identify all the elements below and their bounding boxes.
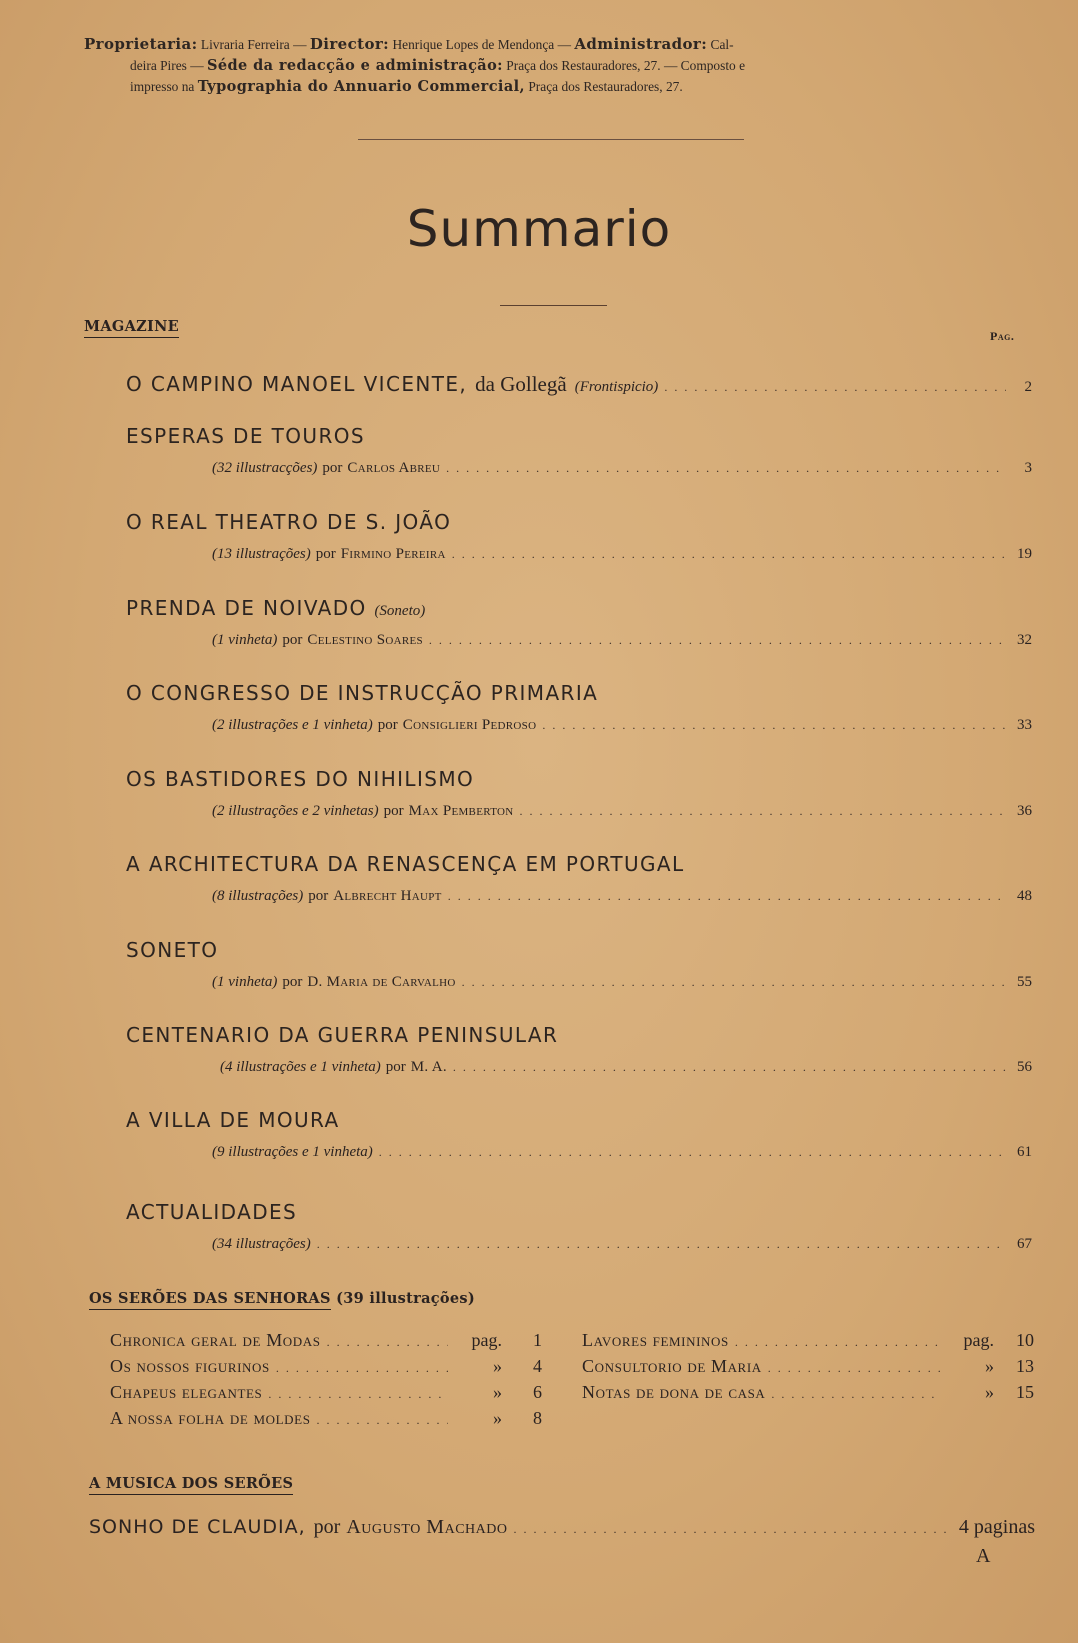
- entry-author: M. A.: [410, 1059, 447, 1075]
- list-item-num: 15: [1016, 1382, 1034, 1402]
- typographia-label: Typographia do Annuario Commercial,: [197, 78, 525, 95]
- entry-title: O CONGRESSO DE INSTRUCÇÃO PRIMARIA: [126, 681, 599, 705]
- dot-leader: [276, 1361, 448, 1376]
- musica-pages: 4 paginas: [958, 1516, 1035, 1538]
- entry-title: A ARCHITECTURA DA RENASCENÇA EM PORTUGAL: [126, 852, 685, 876]
- toc-entry: [126, 1106, 1032, 1161]
- seroes-heading-extra: (39 illustrações): [336, 1290, 476, 1307]
- list-item: [582, 1382, 1034, 1408]
- entry-desc: (9 illustrações e 1 vinheta): [212, 1144, 373, 1160]
- entry-title: O CAMPINO MANOEL VICENTE,: [126, 372, 468, 396]
- top-divider: [358, 139, 744, 140]
- entry-author: Max Pemberton: [408, 803, 514, 819]
- list-item-pg: »: [493, 1356, 502, 1376]
- toc-entry: [126, 1021, 1032, 1076]
- seroes-left-column: [110, 1330, 542, 1434]
- entry-page: 32: [1017, 632, 1032, 648]
- dot-leader: [268, 1387, 448, 1402]
- entry-desc: (34 illustrações): [212, 1236, 311, 1252]
- list-item-num: 13: [1016, 1356, 1034, 1376]
- dot-leader: [453, 1060, 1006, 1075]
- list-item-label: A nossa folha de moldes: [110, 1408, 311, 1428]
- entry-title-extra: da Gollegã: [475, 372, 567, 396]
- entry-desc: (2 illustrações e 2 vinhetas): [212, 803, 379, 819]
- entry-by: por: [282, 974, 303, 990]
- impresso-text: impresso na: [130, 79, 195, 94]
- sede-value: Praça dos Restauradores, 27. — Composto e: [506, 58, 746, 73]
- list-item-pg: »: [985, 1382, 994, 1402]
- entry-page: 3: [1024, 460, 1032, 476]
- entry-author: Firmino Pereira: [340, 546, 446, 562]
- list-item-pg: pag.: [471, 1330, 502, 1350]
- entry-author: Consiglieri Pedroso: [402, 717, 537, 733]
- dot-leader: [317, 1237, 1006, 1252]
- entry-desc: (1 vinheta): [212, 632, 278, 648]
- masthead: [84, 34, 1026, 97]
- entry-page: 61: [1017, 1144, 1032, 1160]
- entry-title: OS BASTIDORES DO NIHILISMO: [126, 767, 475, 791]
- administrador-value: Cal-: [710, 37, 734, 52]
- dot-leader: [768, 1361, 940, 1376]
- toc-entry: [126, 679, 1032, 734]
- list-item-num: 10: [1016, 1330, 1034, 1350]
- list-item-label: Os nossos figurinos: [110, 1356, 270, 1376]
- entry-by: por: [383, 803, 404, 819]
- entry-desc: (32 illustracções): [212, 460, 318, 476]
- entry-title: SONETO: [126, 938, 219, 962]
- list-item-num: 1: [533, 1330, 542, 1350]
- director-value: Henrique Lopes de Mendonça —: [392, 37, 571, 52]
- list-item: [110, 1382, 542, 1408]
- signature-mark: A: [976, 1545, 991, 1567]
- dot-leader: [379, 1145, 1006, 1160]
- dot-leader: [429, 633, 1006, 648]
- dot-leader: [452, 547, 1006, 562]
- entry-page: 56: [1017, 1059, 1032, 1075]
- list-item-label: Chronica geral de Modas: [110, 1330, 321, 1350]
- seroes-heading: OS SERÕES DAS SENHORAS (39 illustrações): [89, 1290, 475, 1307]
- dot-leader: [513, 1522, 952, 1537]
- toc-entry: [126, 422, 1032, 477]
- list-item-num: 6: [533, 1382, 542, 1402]
- toc-entry: [126, 850, 1032, 905]
- dot-leader: [735, 1335, 940, 1350]
- entry-desc: (8 illustrações): [212, 888, 304, 904]
- entry-by: por: [282, 632, 303, 648]
- toc-entry: [126, 508, 1032, 563]
- entry-desc: (1 vinheta): [212, 974, 278, 990]
- dot-leader: [664, 380, 1006, 395]
- entry-desc: (13 illustrações): [212, 546, 311, 562]
- dot-leader: [448, 889, 1006, 904]
- entry-title-sub: (Soneto): [374, 603, 426, 619]
- director-label: Director:: [309, 35, 390, 53]
- entry-page: 55: [1017, 974, 1032, 990]
- entry-by: por: [315, 546, 336, 562]
- entry-by: por: [322, 460, 343, 476]
- dot-leader: [520, 804, 1007, 819]
- dot-leader: [771, 1387, 940, 1402]
- entry-by: por: [377, 717, 398, 733]
- list-item-pg: »: [493, 1382, 502, 1402]
- list-item: [110, 1408, 542, 1434]
- administrador-label: Administrador:: [574, 35, 708, 53]
- page-title: Summario: [406, 200, 672, 258]
- toc-entry: [126, 765, 1032, 820]
- entry-title: A VILLA DE MOURA: [126, 1108, 340, 1132]
- entry-page: 67: [1017, 1236, 1032, 1252]
- musica-by: por: [313, 1516, 341, 1538]
- dot-leader: [542, 718, 1006, 733]
- dot-leader: [446, 461, 1006, 476]
- list-item: [110, 1330, 542, 1356]
- pag-column-label: Pag.: [990, 329, 1015, 343]
- entry-page: 48: [1017, 888, 1032, 904]
- entry-desc: (2 illustrações e 1 vinheta): [212, 717, 373, 733]
- entry-page: 19: [1017, 546, 1032, 562]
- musica-author: Augusto Machado: [346, 1516, 508, 1538]
- entry-title: O REAL THEATRO DE S. JOÃO: [126, 510, 452, 534]
- entry-author: Carlos Abreu: [347, 460, 441, 476]
- entry-title: ACTUALIDADES: [126, 1200, 298, 1224]
- list-item-num: 4: [533, 1356, 542, 1376]
- magazine-heading: MAGAZINE: [84, 318, 179, 335]
- entry-author: Albrecht Haupt: [333, 888, 442, 904]
- musica-title: SONHO DE CLAUDIA,: [89, 1516, 306, 1538]
- proprietaria-label: Proprietaria:: [84, 35, 198, 53]
- dot-leader: [317, 1413, 448, 1428]
- list-item-label: Lavores femininos: [582, 1330, 729, 1350]
- dot-leader: [462, 975, 1006, 990]
- list-item: [582, 1330, 1034, 1356]
- entry-by: por: [308, 888, 329, 904]
- list-item: [110, 1356, 542, 1382]
- administrador-value-cont: deira Pires —: [130, 58, 204, 73]
- musica-entry: [89, 1516, 1035, 1539]
- dot-leader: [327, 1335, 448, 1350]
- entry-title: PRENDA DE NOIVADO: [126, 596, 367, 620]
- list-item-pg: »: [493, 1408, 502, 1428]
- entry-page: 33: [1017, 717, 1032, 733]
- seroes-right-column: [582, 1330, 1034, 1408]
- toc-entry: [126, 370, 1032, 398]
- list-item-label: Chapeus elegantes: [110, 1382, 263, 1402]
- entry-page: 36: [1017, 803, 1032, 819]
- typographia-value: Praça dos Restauradores, 27.: [528, 79, 683, 94]
- entry-desc: (Frontispicio): [574, 379, 659, 395]
- title-divider: [500, 305, 607, 306]
- list-item-num: 8: [533, 1408, 542, 1428]
- musica-heading: A MUSICA DOS SERÕES: [89, 1475, 293, 1492]
- entry-title: ESPERAS DE TOUROS: [126, 424, 365, 448]
- entry-by: por: [385, 1059, 406, 1075]
- entry-author: D. Maria de Carvalho: [307, 974, 456, 990]
- proprietaria-value: Livraria Ferreira —: [200, 37, 307, 52]
- entry-page: 2: [1024, 379, 1032, 395]
- entry-desc: (4 illustrações e 1 vinheta): [220, 1059, 381, 1075]
- toc-entry: [126, 936, 1032, 991]
- list-item-label: Notas de dona de casa: [582, 1382, 766, 1402]
- list-item-pg: pag.: [963, 1330, 994, 1350]
- sede-label: Séde da redacção e administração:: [207, 57, 503, 74]
- toc-entry: [126, 1198, 1032, 1253]
- toc-entry: [126, 594, 1032, 649]
- entry-title: CENTENARIO DA GUERRA PENINSULAR: [126, 1023, 559, 1047]
- list-item: [582, 1356, 1034, 1382]
- list-item-pg: »: [985, 1356, 994, 1376]
- list-item-label: Consultorio de Maria: [582, 1356, 762, 1376]
- entry-author: Celestino Soares: [307, 632, 423, 648]
